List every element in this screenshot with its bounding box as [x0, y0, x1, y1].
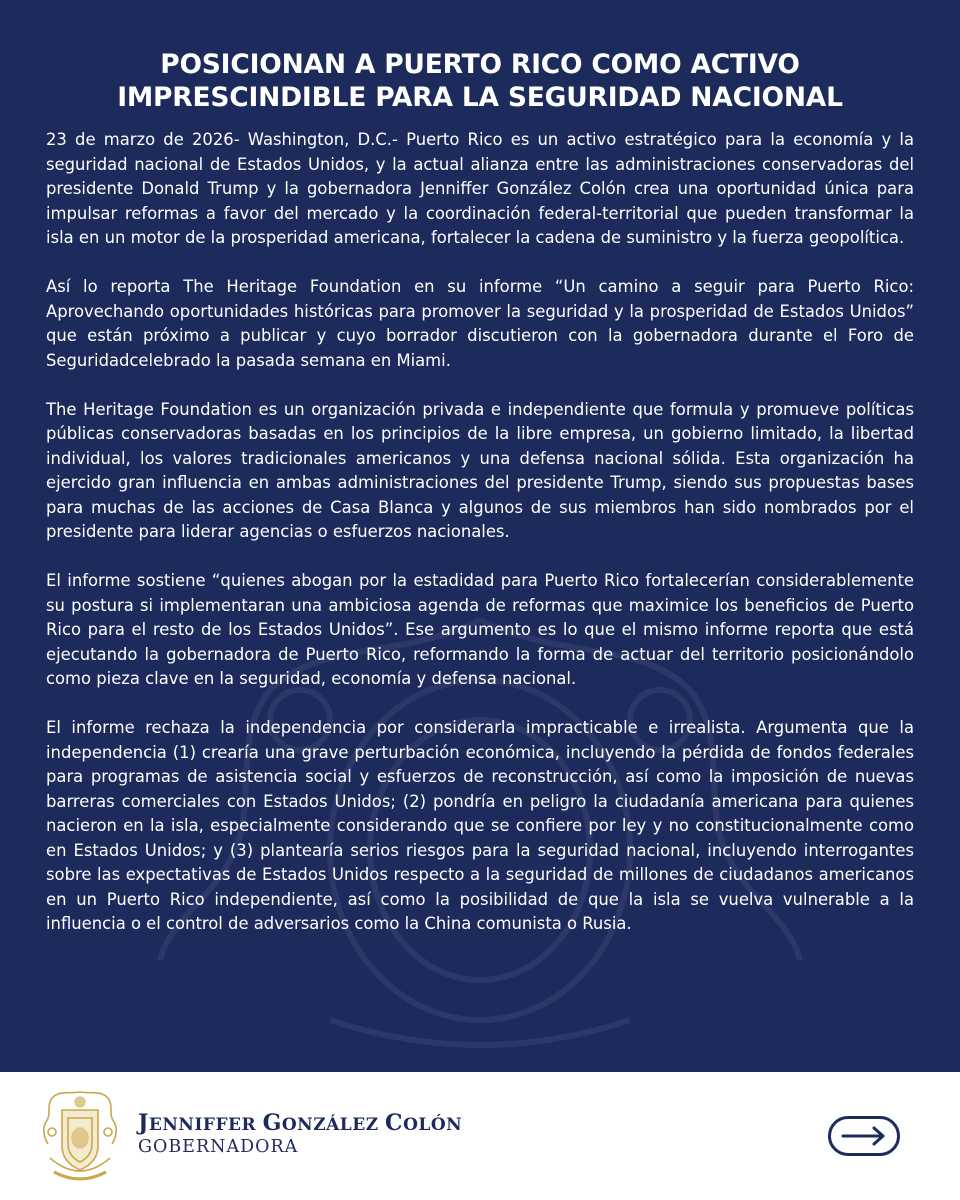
- name-initial-g: G: [262, 1110, 282, 1136]
- article-body: [46, 128, 914, 961]
- headline: [0, 48, 960, 114]
- footer: [0, 1072, 960, 1200]
- name-part-enniffer: ENNIFFER: [148, 1115, 263, 1135]
- name-initial-c: C: [385, 1110, 404, 1136]
- name-part-onzalez: ONZÁLEZ: [281, 1115, 386, 1135]
- arrow-right-icon: [841, 1126, 887, 1146]
- paragraph-4: El informe sostiene “quienes abogan por la estadidad para Puerto Rico fortalecerían considerablemente su postura si implementaran una ambiciosa agenda de reformas que maximice los beneficios de Puerto Rico para el resto de los Estados Unidos”. Ese argumento es lo que el mismo informe reporta que está ejecutando la gobernadora de Puerto Rico, reformando la forma de actuar del territorio posicionándolo como pieza clave en la seguridad, economía y defensa nacional.: [46, 571, 914, 688]
- name-initial-j: J: [138, 1110, 149, 1136]
- next-slide-button[interactable]: [828, 1116, 900, 1156]
- paragraph-2: Así lo reporta The Heritage Foundation en su informe “Un camino a seguir para Puerto Rico: Aprovechando oportunidades históricas para promover la seguridad y la prosperidad de Estados Unidos” que están próximo a publicar y cuyo borrador discutieron con la gobernadora durante el Foro de Seguridadcelebrado la pasada semana en Miami.: [46, 277, 914, 370]
- paragraph-3: The Heritage Foundation es un organización privada e independiente que formula y promueve políticas públicas conservadoras basadas en los principios de la libre empresa, un gobierno limitado, la libertad individual, los valores tradicionales americanos y una defensa nacional sólida. Esta organización ha ejercido gran influencia en ambas administraciones del presidente Trump, siendo sus propuestas bases para muchas de las acciones de Casa Blanca y algunos de sus miembros han sido nombrados por el presidente para liderar agencias o esfuerzos nacionales.: [46, 399, 914, 541]
- coat-of-arms-icon: [38, 1088, 122, 1188]
- name-part-olon: OLÓN: [403, 1115, 463, 1135]
- governor-name: [138, 1110, 462, 1136]
- headline-line-1: POSICIONAN A PUERTO RICO COMO ACTIVO: [160, 49, 800, 80]
- paragraph-5: El informe rechaza la independencia por considerarla impracticable e irrealista. Argumenta que la independencia (1) crearía una grave perturbación económica, incluyendo la pérdida de fondos federales para programas de asistencia social y esfuerzos de reconstrucción, así como la imposición de nuevas barreras comerciales con Estados Unidos; (2) pondría en peligro la ciudadanía americana para quienes nacieron en la isla, especialmente considerando que se confiere por ley y no constitucionalmente como en Estados Unidos; y (3) plantearía serios riesgos para la seguridad nacional, incluyendo interrogantes sobre las expectativas de Estados Unidos respecto a la seguridad de millones de ciudadanos americanos en un Puerto Rico independiente, así como la posibilidad de que la isla se vuelva vulnerable a la influencia o el control de adversarios como la China comunista o Rusia.: [46, 718, 914, 933]
- paragraph-1: 23 de marzo de 2026- Washington, D.C.- Puerto Rico es un activo estratégico para la economía y la seguridad nacional de Estados Unidos, y la actual alianza entre las administraciones conservadoras del presidente Donald Trump y la gobernadora Jenniffer González Colón crea una oportunidad única para impulsar reformas a favor del mercado y la coordinación federal-territorial que pueden transformar la isla en un motor de la prosperidad americana, fortalecer la cadena de suministro y la fuerza geopolítica.: [46, 130, 914, 247]
- headline-line-2: IMPRESCINDIBLE PARA LA SEGURIDAD NACIONAL: [117, 82, 843, 113]
- governor-title: GOBERNADORA: [138, 1137, 299, 1157]
